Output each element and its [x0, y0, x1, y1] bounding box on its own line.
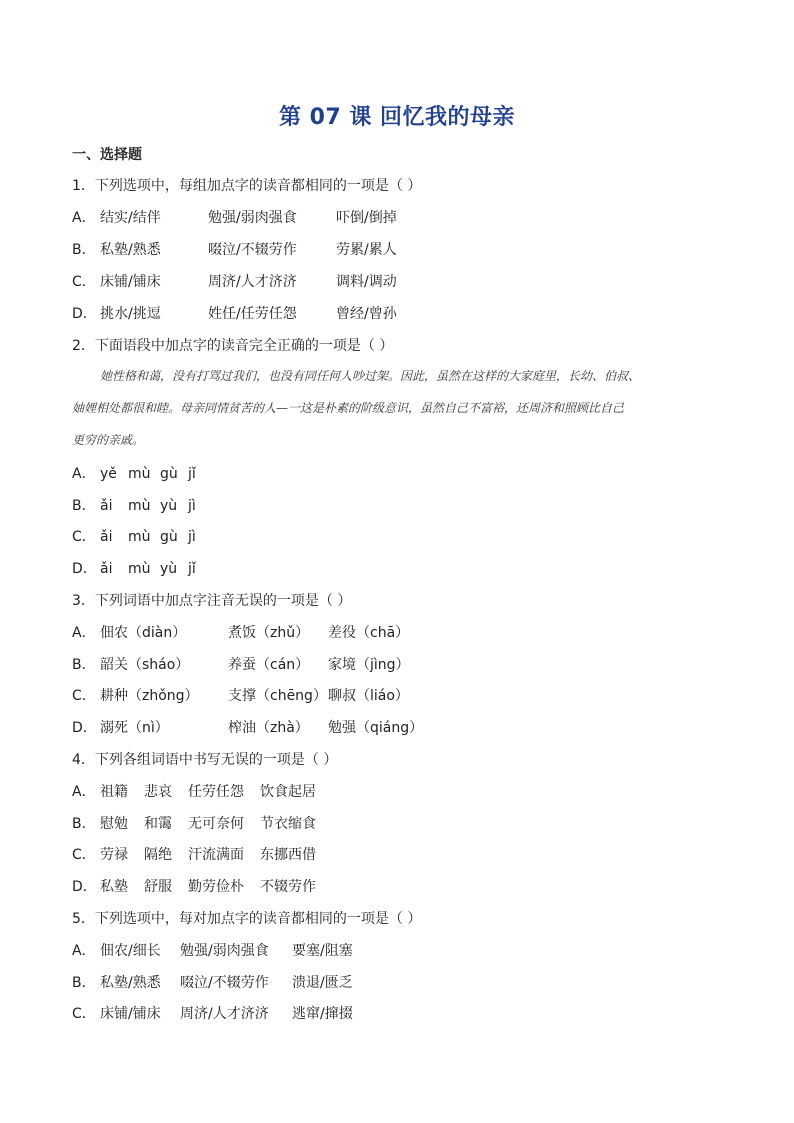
word-item: 不辍劳作 — [260, 879, 316, 895]
option-item: 曾经/曾孙 — [336, 306, 397, 322]
option-item: 逃窜/撺掇 — [292, 1006, 353, 1022]
option-letter: A． — [72, 625, 96, 641]
option-item: 溃退/匮乏 — [292, 975, 353, 991]
pinyin-item: mù — [128, 498, 151, 514]
option-item: 劳累/累人 — [336, 242, 397, 258]
question-4-option-a[interactable] — [72, 783, 316, 801]
pinyin-item: mù — [128, 529, 151, 545]
question-5-option-c[interactable] — [72, 1005, 353, 1023]
word-item: 饮食起居 — [260, 784, 316, 800]
option-item: 勉强/弱肉强食 — [208, 210, 297, 226]
option-letter: A． — [72, 784, 96, 800]
option-item: 床铺/铺床 — [100, 274, 161, 290]
option-item: 佃农（diàn） — [100, 625, 187, 641]
question-3-option-d[interactable] — [72, 719, 423, 737]
pinyin-item: ǎi — [100, 498, 113, 514]
option-item: 周济/人才济济 — [180, 1006, 269, 1022]
word-item: 劳禄 — [100, 847, 128, 863]
question-2-passage — [72, 360, 732, 456]
page-title: 第 07 课 回忆我的母亲 — [278, 105, 516, 130]
option-item: 啜泣/不辍劳作 — [180, 975, 269, 991]
option-item: 要塞/阻塞 — [292, 943, 353, 959]
word-item: 无可奈何 — [188, 816, 244, 832]
option-item: 勉强/弱肉强食 — [180, 943, 269, 959]
question-2-option-a[interactable] — [72, 465, 196, 483]
option-letter: A． — [72, 210, 96, 226]
question-1-option-a[interactable] — [72, 209, 397, 227]
option-item: 榨油（zhà） — [228, 720, 309, 736]
option-item: 吓倒/倒掉 — [336, 210, 397, 226]
option-item: 勉强（qiáng） — [328, 720, 424, 736]
option-item: 煮饭（zhǔ） — [228, 625, 310, 641]
option-letter: A． — [72, 943, 96, 959]
pinyin-item: gù — [160, 466, 178, 482]
option-letter: C． — [72, 529, 96, 545]
pinyin-item: yě — [100, 466, 117, 482]
option-letter: B． — [72, 657, 96, 673]
question-5-stem: 5．下列选项中，每对加点字的读音都相同的一项是（ ） — [72, 911, 422, 927]
pinyin-item: jǐ — [188, 561, 196, 577]
pinyin-item: yù — [160, 498, 178, 514]
option-item: 佃农/细长 — [100, 943, 161, 959]
pinyin-item: yù — [160, 561, 178, 577]
option-item: 差役（chā） — [328, 625, 410, 641]
word-item: 东挪西借 — [260, 847, 316, 863]
option-item: 调料/调动 — [336, 274, 397, 290]
word-item: 和霭 — [144, 816, 172, 832]
pinyin-item: jì — [188, 498, 196, 514]
word-item: 汗流满面 — [188, 847, 244, 863]
question-4-option-b[interactable] — [72, 815, 316, 833]
word-item: 节衣缩食 — [260, 816, 316, 832]
question-3-stem: 3．下列词语中加点字注音无误的一项是（ ） — [72, 593, 352, 609]
option-item: 结实/结伴 — [100, 210, 161, 226]
option-item: 啜泣/不辍劳作 — [208, 242, 297, 258]
option-item: 养蚕（cán） — [228, 657, 310, 673]
question-2-option-c[interactable] — [72, 528, 196, 546]
word-item: 慰勉 — [100, 816, 128, 832]
question-1-option-c[interactable] — [72, 273, 397, 291]
option-item: 周济/人才济济 — [208, 274, 297, 290]
option-letter: B． — [72, 816, 96, 832]
word-item: 舒服 — [144, 879, 172, 895]
question-2-stem: 2．下面语段中加点字的读音完全正确的一项是（ ） — [72, 338, 394, 354]
pinyin-item: mù — [128, 561, 151, 577]
word-item: 勤劳俭朴 — [188, 879, 244, 895]
word-item: 任劳任怨 — [188, 784, 244, 800]
question-2-option-d[interactable] — [72, 560, 196, 578]
pinyin-item: ǎi — [100, 561, 113, 577]
option-letter: B． — [72, 975, 96, 991]
pinyin-item: mù — [128, 466, 151, 482]
option-item: 私塾/熟悉 — [100, 242, 161, 258]
option-item: 聊叔（liáo） — [328, 688, 409, 704]
word-item: 隔绝 — [144, 847, 172, 863]
question-4-stem: 4．下列各组词语中书写无误的一项是（ ） — [72, 752, 338, 768]
word-item: 祖籍 — [100, 784, 128, 800]
pinyin-item: ǎi — [100, 529, 113, 545]
option-item: 私塾/熟悉 — [100, 975, 161, 991]
question-3-option-c[interactable] — [72, 687, 409, 705]
option-letter: C． — [72, 1006, 96, 1022]
question-4-option-d[interactable] — [72, 878, 316, 896]
question-1-option-b[interactable] — [72, 241, 397, 259]
word-item: 私塾 — [100, 879, 128, 895]
option-letter: D． — [72, 561, 97, 577]
option-item: 支撑（chēng） — [228, 688, 327, 704]
option-item: 姓任/任劳任怨 — [208, 306, 297, 322]
option-letter: C． — [72, 688, 96, 704]
question-5-option-b[interactable] — [72, 974, 353, 992]
question-1-stem: 1．下列选项中，每组加点字的读音都相同的一项是（ ） — [72, 178, 422, 194]
passage-line: 更穷的亲戚。 — [72, 433, 145, 447]
option-item: 家境（jìng） — [328, 657, 410, 673]
question-3-option-b[interactable] — [72, 656, 410, 674]
option-item: 床铺/铺床 — [100, 1006, 161, 1022]
pinyin-item: jì — [188, 529, 196, 545]
option-item: 韶关（sháo） — [100, 657, 190, 673]
option-letter: B． — [72, 242, 96, 258]
passage-line: 妯娌相处都很和睦。母亲同情贫苦的人—一这是朴素的阶级意识，虽然自己不富裕，还周济和照顾比自己 — [72, 401, 625, 415]
option-letter: D． — [72, 879, 97, 895]
option-letter: D． — [72, 306, 97, 322]
option-letter: B． — [72, 498, 96, 514]
option-letter: C． — [72, 274, 96, 290]
question-4-option-c[interactable] — [72, 846, 316, 864]
option-letter: A． — [72, 466, 96, 482]
option-letter: C． — [72, 847, 96, 863]
pinyin-item: gù — [160, 529, 178, 545]
question-3-option-a[interactable] — [72, 624, 409, 642]
option-item: 挑水/挑逗 — [100, 306, 161, 322]
question-2-option-b[interactable] — [72, 497, 196, 515]
question-1-option-d[interactable] — [72, 305, 397, 323]
question-5-option-a[interactable] — [72, 942, 353, 960]
pinyin-item: jǐ — [188, 466, 196, 482]
word-item: 悲哀 — [144, 784, 172, 800]
option-item: 耕种（zhǒng） — [100, 688, 199, 704]
option-letter: D． — [72, 720, 97, 736]
passage-line: 她性格和蔼，没有打骂过我们，也没有同任何人吵过架。因此，虽然在这样的大家庭里，长幼、伯叔、 — [100, 369, 641, 383]
section-heading: 一、选择题 — [72, 147, 142, 163]
option-item: 溺死（nì） — [100, 720, 169, 736]
